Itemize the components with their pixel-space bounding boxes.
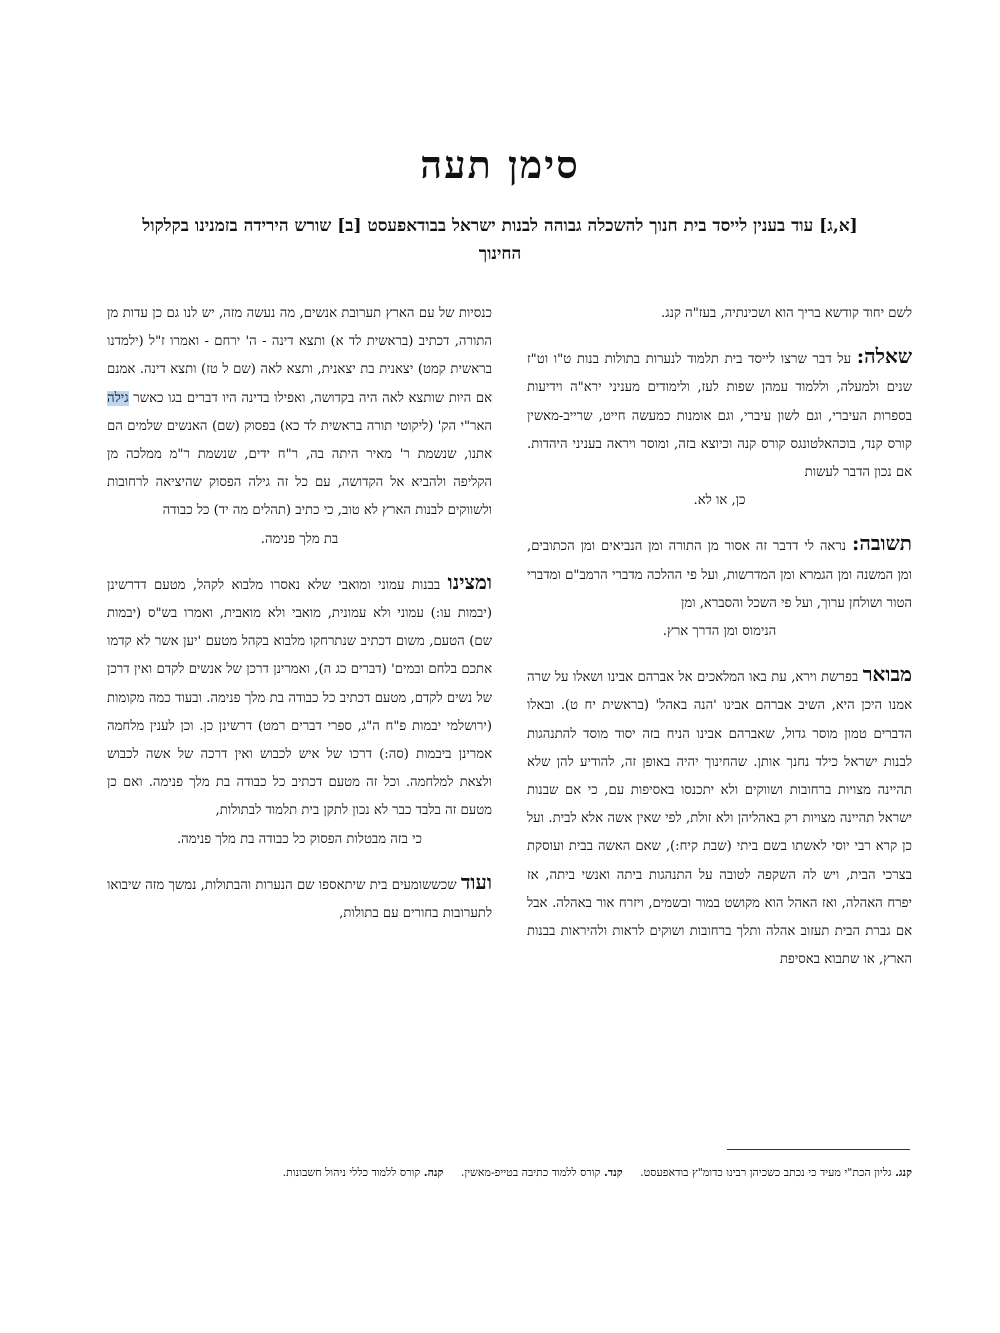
left-p2-text: בבנות עמוני ומואבי שלא נאסרו מלבוא לקהל, מטעם דדרשינן (יבמות עו:) עמוני ולא עמונית, מואבי ולא מואבית, ואמרו בש"ס (יבמות שם) הטעם, משום דכתיב שנתרחקו מלבוא בקהל מטעם 'יען אשר לא קדמו אתכם בלחם ובמים' (דברים כג ה), ואמרינן דרכן של אנשים לקדם ואין דרכן של נשים לקדם, מטעם דכתיב כל כבודה בת מלך פנימה. ובעוד כמה מקומות (ירושלמי יבמות פ"ח ה"ג, ספרי דברים רמט) דרשינן כן. וכן לענין מלחמה אמרינן ביבמות (סה:) דרכו של איש לכבוש ואין דרכה של אשה לכבוש ולצאת למלחמה. וכל זה מטעם דכתיב כל כבודה בת מלך פנימה. ואם כן מטעם זה בלבד כבר לא נכון לתקן בית תלמוד לבתולות,: [107, 577, 492, 819]
footnote-divider: [727, 1149, 910, 1150]
answer-end: הנימוס ומן הדרך ארץ.: [662, 624, 777, 640]
explanation-text: בפרשת וירא, עת באו המלאכים אל אברהם אבינו ושאלו על שרה אמנו היכן היא, השיב אברהם אבינו 'הנה באהל' (בראשית יח ט). ובאלו הדברים טמון מוסר גדול, שאברהם אבינו הניח בזה יסוד מוסד להתנהגות לבנות ישראל כילד נחנך אותן. שהחינוך יהיה באופן זה, להודיע להן שלא תהיינה מצויות ברחובות ושווקים ולא יתכנסו באסיפות עם, כי אם שבנות ישראל תהיינה מצויות רק באהליהן ולא זולת, לפי שאין אשה אלא לבית. ועל כן קרא רבי יוסי לאשתו בשם ביתי (שבת קיח:), שאם האשה בבית ועוסקת בצרכי הבית, ויש לה השקפה לטובה על התנהגות ביתה ואנשי ביתה, אז יפרח האהלה, ואז האהל הוא מקושט במור ובשמים, ויזרח אור באהלה. אבל אם גברת הבית תעזוב אהלה ותלך ברחובות ושוקים לראות ולהיראות בבנות הארץ, או שתבוא באסיפת: [527, 670, 912, 968]
footnote-3-label: קנה.: [423, 1166, 444, 1179]
explanation-paragraph: [527, 660, 912, 974]
footnote-1-label: קנג.: [895, 1166, 912, 1179]
right-column: [527, 300, 912, 988]
question-paragraph: [527, 342, 912, 515]
left-p3-text: שכששומעים בית שיתאספו שם הנערות והבתולות, נמשך מזה שיבואו לתערובות בחורים עם בתולות,: [107, 877, 492, 922]
footnote-2-text: קורס ללמוד כתיבה בטייפ-מאשין.: [460, 1166, 601, 1179]
footnote-2-label: קנד.: [604, 1166, 623, 1179]
answer-text: נראה לי דדבר זה אסור מן התורה ומן הנביאים ומן הכתובים, ומן המשנה ומן הגמרא ומן המדרשות, ועל פי ההלכה מדברי הרמב"ם ומדברי הטור ושולחן ערוך, ועל פי השכל והסברא, ומן: [527, 539, 912, 611]
footnote-3-text: קורס ללמוד כללי ניהול חשבונות.: [282, 1166, 421, 1179]
question-text: על דבר שרצו לייסד בית תלמוד לנערות בתולות בנות ט"ו וט"ז שנים ולמעלה, וללמוד עמהן שפות לעז, ולימודים מעניני ירא"ה וידיעות בספרות העיברי, וגם לשון עיברי, וגם אומנות כמעשה חייט, שרייב-מאשין קורס קנד, בוכהאלטונגס קורס קנה וכיוצא בזה, ומוסר ויראה בעניני היהדות. אם נכון הדבר לעשות: [527, 352, 912, 481]
left-p1-before: כנסיות של עם הארץ תערובת אנשים, מה נעשה מזה, יש לנו גם כן עדות מן התורה, דכתיב (בראשית לד א) ותצא דינה - ה' ירחם - ואמרו ז"ל (ילמדנו בראשית קמט) יצאנית בת יצאנית, ותצא לאה (שם ל טז) ותצא דינה. אמנם אם היות שותצא לאה היה בקדושה, ואפילו בדינה היו דברים בגו כאשר: [107, 306, 492, 406]
page-title: סימן תעה: [420, 142, 580, 187]
left-paragraph-2: [107, 568, 492, 854]
left-paragraph-3: [107, 868, 492, 928]
left-p1-after: האר"י הק' (ליקוטי תורה בראשית לד כא) בפסוק (שם) האנשים שלמים הם אתנו, שנשמת ר' מאיר היתה בה, ר"ח ידים, שנשמת ר"מ ממלכה מן הקליפה ולהביא אל הקדושה, עם כל זה גילה הפסוק שהיציאה לרחובות ולשווקים לבנות הארץ לא טוב, כי כתיב (תהלים מה יד) כל כבודה: [107, 418, 492, 519]
opening-line: [527, 300, 912, 328]
explanation-lead: מבואר: [862, 662, 912, 687]
page-subtitle: [א,ג] עוד בענין לייסד בית חנוך להשכלה גבוהה לבנות ישראל בבודאפעסט [ב] שורש הירידה בזמנינו בקלקול החינוך: [142, 216, 858, 264]
opening-text: לשם יחוד קודשא בריך הוא ושכינתיה, בעז"ה קנג.: [661, 306, 912, 321]
footnote-1-text: גליון הכת"י מעיד כי נכתב כשכיהן רבינו כדומ"ץ בודאפעסט.: [640, 1166, 892, 1179]
footnotes: [107, 1162, 912, 1184]
left-column: [107, 300, 492, 942]
left-p2-lead: ומצינו: [447, 569, 492, 594]
left-p1-end: בת מלך פנימה.: [260, 531, 339, 547]
highlighted-word[interactable]: גילה: [107, 390, 129, 406]
left-paragraph-1: [107, 300, 492, 554]
question-lead: שאלה:: [856, 344, 913, 369]
answer-paragraph: [527, 529, 912, 646]
left-p2-end: כי בזה מבטלות הפסוק כל כבודה בת מלך פנימה.: [176, 831, 423, 847]
question-end: כן, או לא.: [693, 493, 746, 509]
left-p3-lead: ועוד: [460, 869, 492, 894]
answer-lead: תשובה:: [852, 531, 912, 556]
